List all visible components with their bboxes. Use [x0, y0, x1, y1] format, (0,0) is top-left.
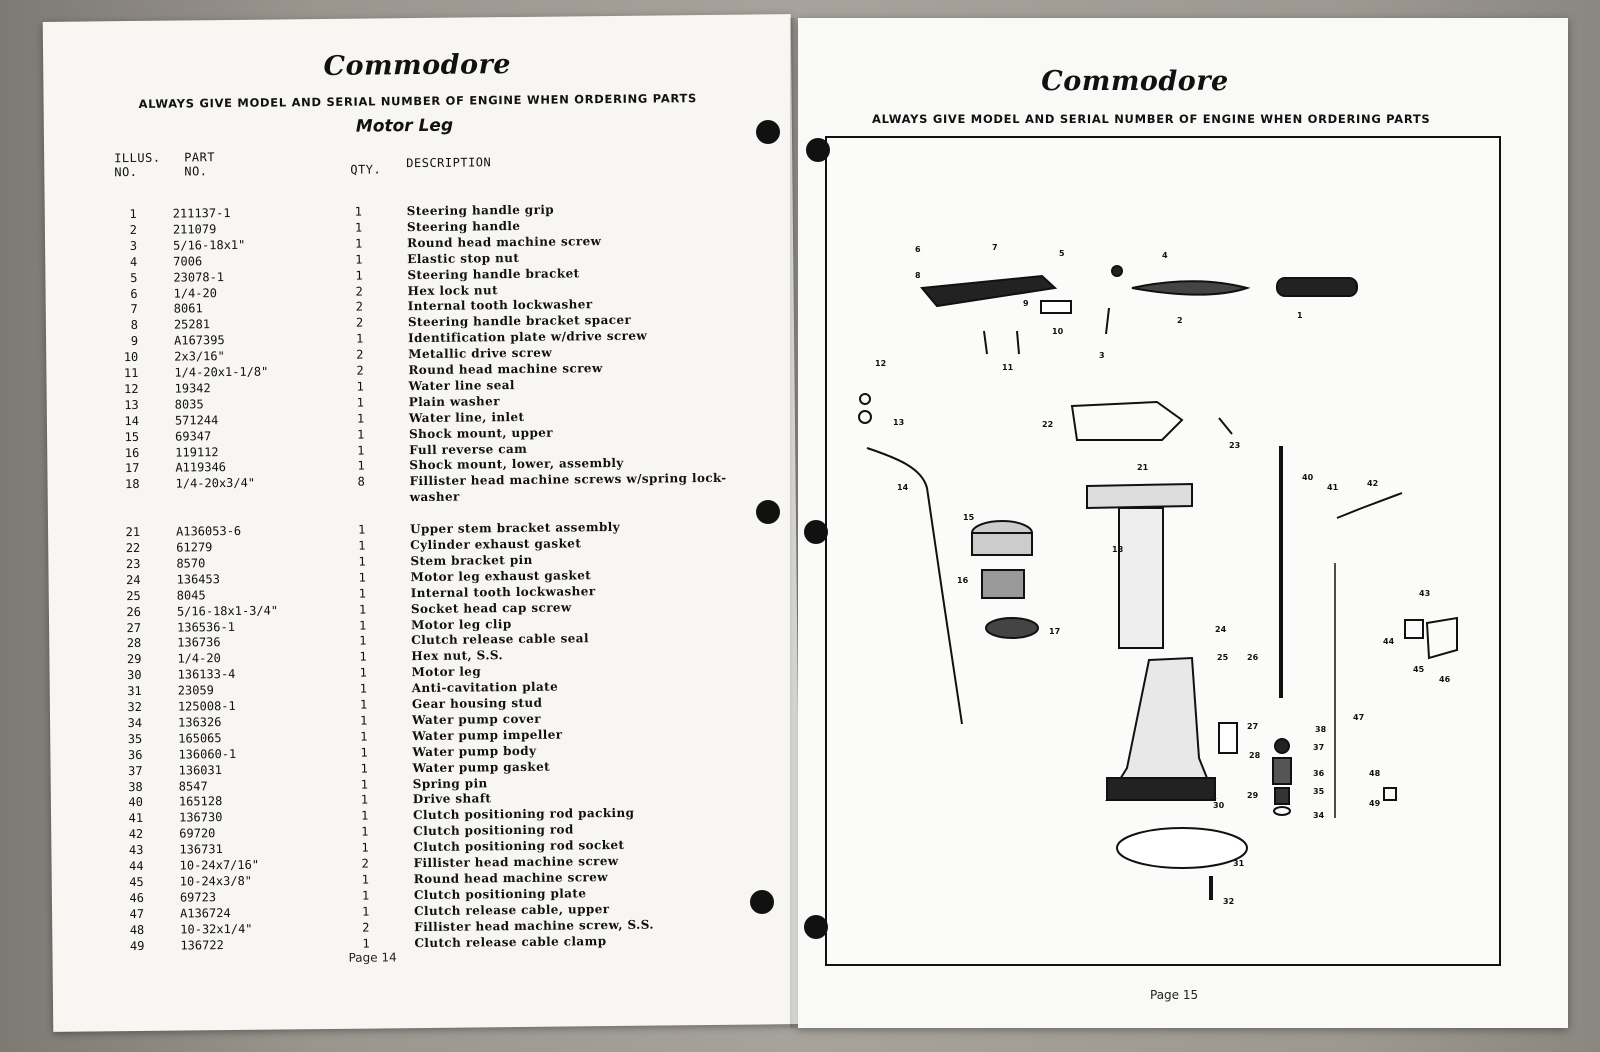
binder-hole-right-bottom — [804, 915, 828, 939]
ordering-notice-left: ALWAYS GIVE MODEL AND SERIAL NUMBER OF ENGINE WHEN ORDERING PARTS — [138, 91, 698, 111]
parts-part-no: 136060-1 — [178, 746, 237, 762]
callout-label: 8 — [915, 271, 921, 280]
parts-illus-no: 28 — [126, 636, 142, 651]
callout-label: 13 — [893, 418, 905, 427]
parts-part-no: 136722 — [180, 937, 224, 953]
ordering-notice-right: ALWAYS GIVE MODEL AND SERIAL NUMBER OF ENGINE WHEN ORDERING PARTS — [872, 112, 1431, 126]
parts-illus-no: 6 — [130, 286, 138, 301]
parts-part-no: 136031 — [178, 762, 223, 778]
parts-part-no: 23059 — [177, 683, 214, 698]
parts-illus-no: 38 — [128, 779, 143, 794]
binder-hole-left-bottom — [750, 890, 774, 914]
parts-description: Metallic drive screw — [408, 345, 553, 362]
parts-qty: 1 — [357, 458, 365, 474]
water-pump-body — [1273, 758, 1291, 784]
parts-illus-no: 13 — [124, 397, 139, 412]
callout-label: 35 — [1313, 787, 1325, 796]
parts-qty: 1 — [359, 665, 367, 680]
binder-hole-right-top — [806, 138, 830, 162]
parts-description: Spring pin — [412, 775, 488, 791]
parts-illus-no: 23 — [125, 556, 141, 571]
parts-part-no: 69720 — [179, 826, 216, 841]
brand-logo-right: Commodore — [1041, 66, 1229, 97]
header-qty: QTY. — [350, 162, 382, 177]
parts-part-no: 136133-4 — [177, 667, 236, 682]
parts-qty: 1 — [359, 713, 368, 728]
callout-label: 34 — [1313, 811, 1325, 820]
anti-cavitation-plate — [1117, 828, 1247, 868]
parts-illus-no: 3 — [129, 238, 138, 253]
parts-qty: 1 — [361, 872, 370, 887]
parts-qty: 1 — [355, 268, 363, 283]
parts-description: Hex lock nut — [407, 282, 499, 298]
parts-qty: 1 — [361, 840, 369, 855]
parts-part-no: 1/4-20 — [173, 285, 218, 301]
parts-qty: 1 — [359, 633, 367, 649]
parts-illus-no: 26 — [126, 604, 141, 619]
parts-description: Steering handle bracket — [407, 265, 580, 282]
callout-label: 40 — [1302, 473, 1314, 482]
parts-description: Plain washer — [408, 393, 500, 409]
parts-qty: 1 — [358, 538, 366, 553]
parts-illus-no: 40 — [128, 795, 143, 810]
parts-qty: 1 — [358, 602, 367, 617]
callout-label: 38 — [1315, 725, 1327, 734]
parts-description: Fillister head machine screw — [413, 853, 619, 871]
parts-illus-no: 18 — [125, 477, 140, 492]
binder-hole-left-mid — [756, 500, 780, 524]
steering-handle-bracket — [922, 276, 1055, 306]
parts-description: Steering handle grip — [406, 202, 555, 219]
parts-qty: 1 — [356, 379, 364, 394]
parts-illus-no: 11 — [123, 365, 139, 381]
parts-illus-no: 44 — [129, 858, 144, 874]
page-number-right: Page 15 — [1150, 988, 1199, 1002]
parts-qty: 2 — [362, 920, 370, 935]
parts-part-no: 7006 — [173, 253, 203, 269]
parts-description: Round head machine screw — [408, 361, 603, 378]
shock-mount-upper-body — [972, 533, 1032, 555]
parts-part-no: 10-24x3/8" — [179, 873, 253, 889]
callout-label: 21 — [1137, 463, 1149, 472]
parts-qty: 1 — [356, 411, 365, 426]
stem-tube — [1119, 508, 1163, 648]
parts-qty: 2 — [355, 299, 364, 315]
parts-qty: 2 — [356, 363, 364, 378]
parts-part-no: 69347 — [175, 428, 212, 444]
round-head-screw — [1106, 308, 1109, 334]
parts-qty: 1 — [360, 792, 369, 808]
cylinder-exhaust-gasket — [1072, 402, 1182, 440]
parts-description: Water pump gasket — [412, 759, 551, 775]
callout-label: 23 — [1229, 441, 1241, 450]
parts-part-no: A136053-6 — [176, 523, 242, 539]
parts-part-no: 10-24x7/16" — [179, 857, 260, 873]
clutch-positioning-plate — [1427, 618, 1457, 658]
clutch-rod-socket — [1405, 620, 1423, 638]
steering-handle — [1132, 281, 1247, 295]
exploded-parts-diagram — [825, 136, 1501, 966]
parts-qty: 1 — [354, 220, 363, 235]
parts-illus-no: 41 — [128, 811, 144, 826]
full-reverse-cam — [982, 570, 1024, 598]
parts-description: Clutch release cable seal — [411, 631, 589, 648]
callout-label: 2 — [1177, 316, 1183, 325]
parts-part-no: A136724 — [179, 905, 231, 921]
callout-label: 6 — [915, 245, 921, 254]
parts-qty: 1 — [358, 554, 366, 569]
parts-part-no: 1/4-20 — [177, 651, 221, 666]
callout-label: 45 — [1413, 665, 1425, 674]
callout-label: 25 — [1217, 653, 1229, 662]
motor-leg-base — [1107, 778, 1215, 800]
section-title: Motor Leg — [355, 115, 454, 137]
parts-description: Round head machine screw — [406, 233, 602, 250]
callout-label: 16 — [957, 576, 969, 585]
parts-illus-no: 25 — [126, 588, 141, 603]
parts-description: Identification plate w/drive screw — [407, 328, 648, 346]
parts-description: Water line, inlet — [408, 409, 525, 425]
parts-description: Shock mount, lower, assembly — [409, 456, 624, 473]
callout-label: 49 — [1369, 799, 1381, 808]
parts-qty: 1 — [354, 204, 363, 219]
parts-qty: 1 — [355, 331, 364, 346]
parts-description: Clutch release cable clamp — [414, 933, 607, 950]
clutch-positioning-rod — [1337, 493, 1402, 518]
machine-screw — [984, 331, 987, 354]
parts-qty: 1 — [360, 745, 368, 760]
callout-label: 44 — [1383, 637, 1395, 646]
callout-label: 28 — [1249, 751, 1261, 760]
parts-part-no: 8061 — [173, 301, 203, 316]
parts-qty: 1 — [356, 395, 365, 410]
parts-illus-no: 31 — [127, 684, 142, 699]
callout-label: 27 — [1247, 722, 1259, 731]
parts-qty: 8 — [357, 474, 365, 489]
binder-hole-left-top — [756, 120, 780, 144]
parts-description: Clutch release cable, upper — [413, 901, 610, 918]
binder-hole-right-mid — [804, 520, 828, 544]
parts-part-no: A167395 — [174, 333, 225, 348]
callout-label: 18 — [1112, 545, 1124, 554]
parts-description: Water line seal — [408, 377, 515, 394]
parts-illus-no: 8 — [130, 318, 138, 333]
parts-qty: 1 — [357, 443, 365, 458]
parts-qty: 2 — [355, 315, 364, 330]
parts-qty: 1 — [361, 824, 369, 839]
parts-illus-no: 12 — [124, 381, 139, 397]
callout-label: 31 — [1233, 859, 1245, 868]
parts-part-no: 8570 — [176, 556, 206, 571]
callout-label: 26 — [1247, 653, 1259, 662]
parts-description: Upper stem bracket assembly — [409, 520, 621, 537]
parts-description: Internal tooth lockwasher — [407, 297, 593, 314]
parts-description: Steering handle bracket spacer — [407, 313, 632, 330]
parts-part-no: 69723 — [179, 889, 217, 905]
parts-description: Clutch positioning rod packing — [412, 806, 635, 823]
parts-description: Cylinder exhaust gasket — [410, 536, 582, 553]
cable-clamp — [1384, 788, 1396, 800]
parts-illus-no: 47 — [129, 906, 145, 921]
parts-illus-no: 1 — [129, 206, 137, 222]
parts-qty: 1 — [356, 427, 365, 442]
upper-stem-bracket — [1087, 484, 1192, 508]
stem-bracket-pin — [1219, 418, 1232, 434]
parts-part-no: 136736 — [177, 635, 221, 650]
header-illus-no: ILLUS. NO. — [114, 150, 161, 180]
parts-description: Shock mount, upper — [408, 425, 554, 441]
parts-illus-no: 14 — [124, 413, 139, 428]
parts-description: Motor leg exhaust gasket — [410, 568, 592, 584]
steering-handle-grip — [1277, 278, 1357, 296]
callout-label: 22 — [1042, 420, 1054, 429]
parts-description: Anti-cavitation plate — [411, 679, 559, 696]
callout-label: 7 — [992, 243, 998, 252]
parts-illus-no: 2 — [129, 222, 137, 237]
header-part-no: PART NO. — [184, 150, 216, 179]
parts-part-no: 25281 — [173, 317, 211, 332]
parts-part-no: 165128 — [178, 794, 223, 809]
identification-plate — [1041, 301, 1071, 313]
parts-illus-no: 27 — [126, 620, 142, 635]
parts-part-no: 136536-1 — [177, 619, 235, 635]
parts-description: Clutch positioning plate — [413, 886, 587, 902]
callout-label: 41 — [1327, 483, 1339, 492]
callout-label: 24 — [1215, 625, 1227, 634]
page-number-left: Page 14 — [348, 950, 397, 965]
parts-qty: 1 — [357, 522, 366, 537]
parts-illus-no: 22 — [125, 540, 141, 556]
callout-label: 10 — [1052, 327, 1064, 336]
parts-illus-no: 49 — [129, 938, 145, 953]
parts-part-no: 23078-1 — [173, 269, 225, 285]
parts-illus-no: 7 — [130, 302, 138, 317]
parts-qty: 1 — [354, 236, 363, 251]
callout-label: 5 — [1059, 249, 1065, 258]
callout-label: 42 — [1367, 479, 1379, 488]
callout-label: 32 — [1223, 897, 1235, 906]
parts-illus-no: 36 — [127, 747, 143, 762]
parts-qty: 1 — [361, 904, 370, 919]
parts-description: Water pump body — [412, 743, 537, 759]
parts-description: Drive shaft — [412, 791, 492, 807]
parts-illus-no: 32 — [127, 699, 142, 715]
callout-label: 14 — [897, 483, 909, 492]
parts-part-no: 136326 — [178, 715, 222, 730]
shock-mount-lower — [986, 618, 1038, 638]
parts-description: Elastic stop nut — [407, 250, 520, 266]
callout-label: 43 — [1419, 589, 1431, 598]
parts-part-no: 5/16-18x1" — [173, 237, 246, 253]
parts-illus-no: 24 — [126, 572, 141, 587]
parts-qty: 2 — [361, 856, 369, 871]
parts-part-no: 165065 — [178, 730, 222, 746]
parts-illus-no: 30 — [127, 668, 142, 683]
parts-part-no: 2x3/16" — [174, 349, 225, 364]
parts-part-no: 125008-1 — [177, 698, 236, 714]
parts-description: Socket head cap screw — [410, 600, 572, 616]
callout-label: 46 — [1439, 675, 1451, 684]
parts-description: Water pump impeller — [412, 727, 563, 743]
callout-label: 37 — [1313, 743, 1325, 752]
parts-part-no: 119112 — [175, 444, 219, 460]
parts-illus-no: 17 — [124, 461, 140, 476]
parts-illus-no: 42 — [128, 827, 144, 842]
parts-description: Internal tooth lockwasher — [410, 583, 596, 600]
parts-description: washer — [409, 489, 460, 505]
parts-illus-no: 35 — [127, 731, 143, 746]
parts-part-no: 19342 — [174, 381, 211, 396]
elastic-stop-nut — [1112, 266, 1122, 276]
callout-label: 1 — [1297, 311, 1303, 320]
parts-qty: 1 — [358, 586, 367, 601]
parts-illus-no: 48 — [129, 922, 145, 937]
callout-label: 30 — [1213, 801, 1225, 810]
plain-washer — [859, 411, 871, 423]
parts-qty: 1 — [360, 777, 369, 792]
parts-part-no: 5/16-18x1-3/4" — [176, 603, 279, 619]
water-pump-impeller — [1275, 788, 1289, 804]
parts-part-no: 211079 — [172, 222, 217, 237]
parts-qty: 1 — [362, 936, 370, 951]
parts-qty: 1 — [358, 618, 367, 633]
parts-description: Motor leg clip — [410, 616, 512, 632]
parts-description: Water pump cover — [411, 711, 542, 728]
callout-label: 17 — [1049, 627, 1061, 636]
callout-label: 36 — [1313, 769, 1325, 778]
parts-qty: 1 — [360, 761, 368, 776]
diagram-drawing — [827, 138, 1499, 964]
callout-label: 48 — [1369, 769, 1381, 778]
parts-illus-no: 34 — [127, 715, 143, 730]
parts-part-no: 136731 — [179, 842, 223, 857]
parts-part-no: 136453 — [176, 571, 221, 587]
callout-label: 3 — [1099, 351, 1105, 360]
water-pump-gasket — [1275, 739, 1289, 753]
motor-leg-clip — [1219, 723, 1237, 753]
parts-part-no: 8045 — [176, 587, 206, 603]
parts-description: Stem bracket pin — [410, 552, 533, 569]
parts-illus-no: 37 — [128, 763, 143, 778]
parts-part-no: 8547 — [178, 778, 208, 794]
parts-qty: 2 — [356, 347, 364, 362]
parts-part-no: 10-32x1/4" — [180, 921, 253, 937]
brand-logo-left: Commodore — [323, 49, 512, 83]
parts-part-no: 571244 — [174, 412, 219, 428]
parts-illus-no: 9 — [130, 334, 139, 349]
parts-description: Full reverse cam — [409, 441, 528, 457]
water-line-seal — [860, 394, 870, 404]
parts-qty: 1 — [359, 681, 368, 696]
left-page — [43, 14, 802, 1032]
parts-part-no: 136730 — [179, 810, 223, 825]
parts-description: Round head machine screw — [413, 869, 609, 886]
parts-illus-no: 15 — [124, 429, 140, 444]
parts-illus-no: 5 — [130, 270, 138, 285]
parts-description: Clutch positioning rod — [413, 822, 574, 839]
parts-illus-no: 45 — [129, 874, 144, 889]
machine-screw — [1017, 331, 1019, 354]
parts-description: Fillister head machine screw, S.S. — [414, 917, 654, 934]
water-line-inlet — [867, 448, 962, 724]
parts-qty: 1 — [360, 729, 368, 744]
parts-qty: 1 — [361, 888, 370, 903]
parts-illus-no: 16 — [124, 445, 140, 460]
parts-description: Motor leg — [411, 664, 482, 680]
parts-illus-no: 10 — [123, 350, 139, 365]
parts-illus-no: 46 — [129, 890, 144, 905]
parts-description: Fillister head machine screws w/spring lock- — [409, 471, 727, 489]
parts-illus-no: 43 — [128, 843, 144, 858]
parts-qty: 2 — [355, 284, 363, 299]
header-description: DESCRIPTION — [406, 155, 492, 171]
parts-part-no: 61279 — [176, 540, 213, 555]
parts-illus-no: 21 — [125, 525, 141, 540]
parts-part-no: 1/4-20x1-1/8" — [174, 364, 269, 380]
parts-description: Gear housing stud — [411, 695, 543, 712]
water-pump-cover — [1274, 807, 1290, 815]
parts-description: Hex nut, S.S. — [411, 648, 504, 664]
parts-part-no: 211137-1 — [172, 205, 231, 221]
parts-qty: 1 — [360, 808, 369, 823]
parts-illus-no: 4 — [129, 254, 138, 269]
parts-description: Steering handle — [406, 218, 521, 235]
callout-label: 12 — [875, 359, 887, 368]
callout-label: 9 — [1023, 299, 1029, 308]
callout-label: 47 — [1353, 713, 1365, 722]
parts-illus-no: 29 — [126, 652, 142, 667]
parts-part-no: 1/4-20x3/4" — [175, 476, 256, 491]
parts-part-no: 8035 — [174, 397, 204, 412]
parts-qty: 1 — [355, 252, 363, 267]
parts-qty: 1 — [359, 649, 367, 664]
parts-part-no: A119346 — [175, 460, 227, 475]
parts-qty: 1 — [359, 697, 368, 712]
parts-description: Clutch positioning rod socket — [413, 837, 625, 855]
callout-label: 11 — [1002, 363, 1014, 372]
callout-label: 4 — [1162, 251, 1168, 260]
callout-label: 29 — [1247, 791, 1259, 800]
parts-qty: 1 — [358, 570, 366, 585]
callout-label: 15 — [963, 513, 975, 522]
